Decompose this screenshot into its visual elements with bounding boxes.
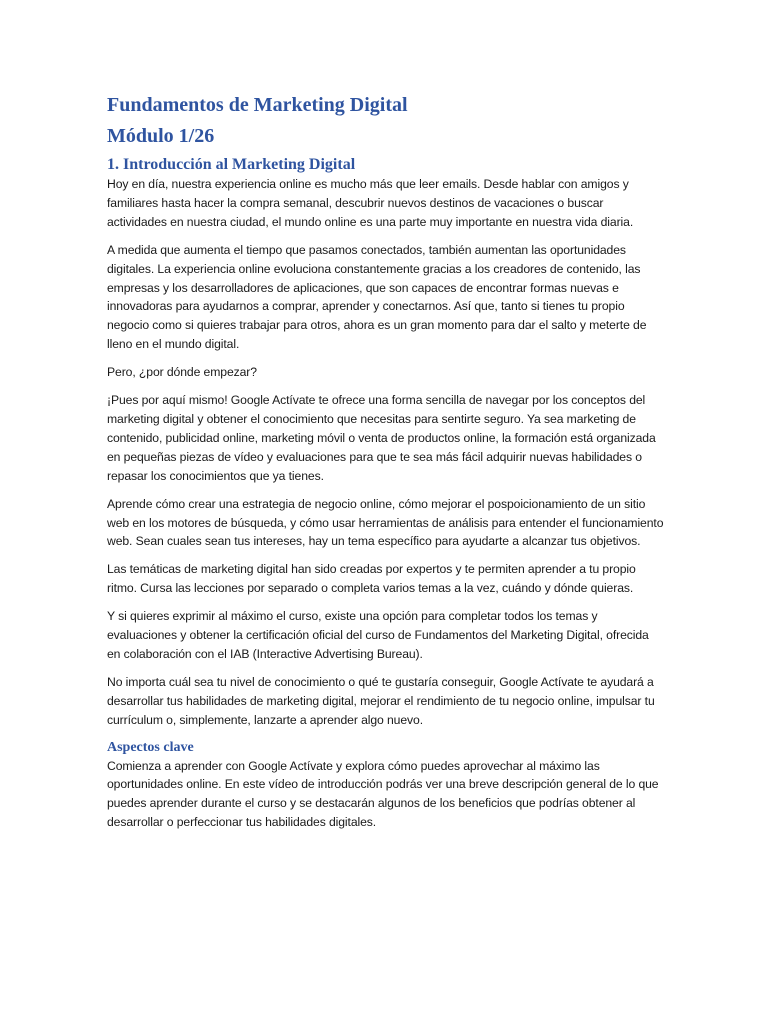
paragraph-8: No importa cuál sea tu nivel de conocimiento o qué te gustaría conseguir, Google Actívate te ayudará a desarrollar tus habilidades de marketing digital, mejorar el rendimiento de tu negocio online, impulsar tu currículum o, simplemente, lanzarte a aprender algo nuevo. <box>107 674 655 727</box>
paragraph-7: Y si quieres exprimir al máximo el curso, existe una opción para completar todos los temas y evaluaciones y obtener la certificación oficial del curso de Fundamentos del Marketing Digital, ofrecida en colaboración con el IAB (Interactive Advertising Bureau). <box>107 609 649 661</box>
paragraph-4: ¡Pues por aquí mismo! Google Actívate te ofrece una forma sencilla de navegar por los conceptos del marketing digital y obtener el conocimiento que necesitas para sentirte seguro. Ya sea marketing de contenido, publicidad online, marketing móvil o venta de productos online, la formación está organizada en pequeñas piezas de vídeo y evaluaciones para que te sea más fácil adquirir nuevas habilidades o repasar los conocimientos que ya tienes. <box>107 393 656 483</box>
paragraph-1: Hoy en día, nuestra experiencia online es mucho más que leer emails. Desde hablar con amigos y familiares hasta hacer la compra semanal, descubrir nuevos destinos de vacaciones o buscar actividades en nuestra ciudad, el mundo online es una parte muy importante en nuestra vida diaria. <box>107 177 634 229</box>
paragraph-2: A medida que aumenta el tiempo que pasamos conectados, también aumentan las oportunidades digitales. La experiencia online evoluciona constantemente gracias a los creadores de contenido, las empresas y los desarrolladores de aplicaciones, que son capaces de encontrar formas nuevas e innovadoras para ayudarnos a comprar, aprender y conectarnos. Así que, tanto si tienes tu propio negocio como si quieres trabajar para otros, ahora es un gran momento para dar el salto y meterte de lleno en el mundo digital. <box>107 242 647 352</box>
module-label: Módulo 1/26 <box>107 125 215 147</box>
document-page <box>107 92 665 841</box>
subsection-paragraph: Comienza a aprender con Google Actívate y explora cómo puedes aprovechar al máximo las oportunidades online. En este vídeo de introducción podrás ver una breve descripción general de lo que puedes aprender durante el curso y se destacarán algunos de los beneficios que podrías obtener al desarrollar o perfeccionar tus habilidades digitales. <box>107 758 659 830</box>
subsection-heading: Aspectos clave <box>107 739 194 755</box>
paragraph-3: Pero, ¿por dónde empezar? <box>107 365 257 380</box>
document-title: Fundamentos de Marketing Digital <box>107 94 408 116</box>
paragraph-5: Aprende cómo crear una estrategia de negocio online, cómo mejorar el pospoicionamiento de un sitio web en los motores de búsqueda, y cómo usar herramientas de análisis para entender el funcionamiento web. Sean cuales sean tus intereses, hay un tema específico para ayudarte a alcanzar tus objetivos. <box>107 496 664 549</box>
section-heading: 1. Introducción al Marketing Digital <box>107 156 356 173</box>
paragraph-6: Las temáticas de marketing digital han sido creadas por expertos y te permiten aprender a tu propio ritmo. Cursa las lecciones por separado o completa varios temas a la vez, cuándo y dónde quieras. <box>107 562 636 596</box>
